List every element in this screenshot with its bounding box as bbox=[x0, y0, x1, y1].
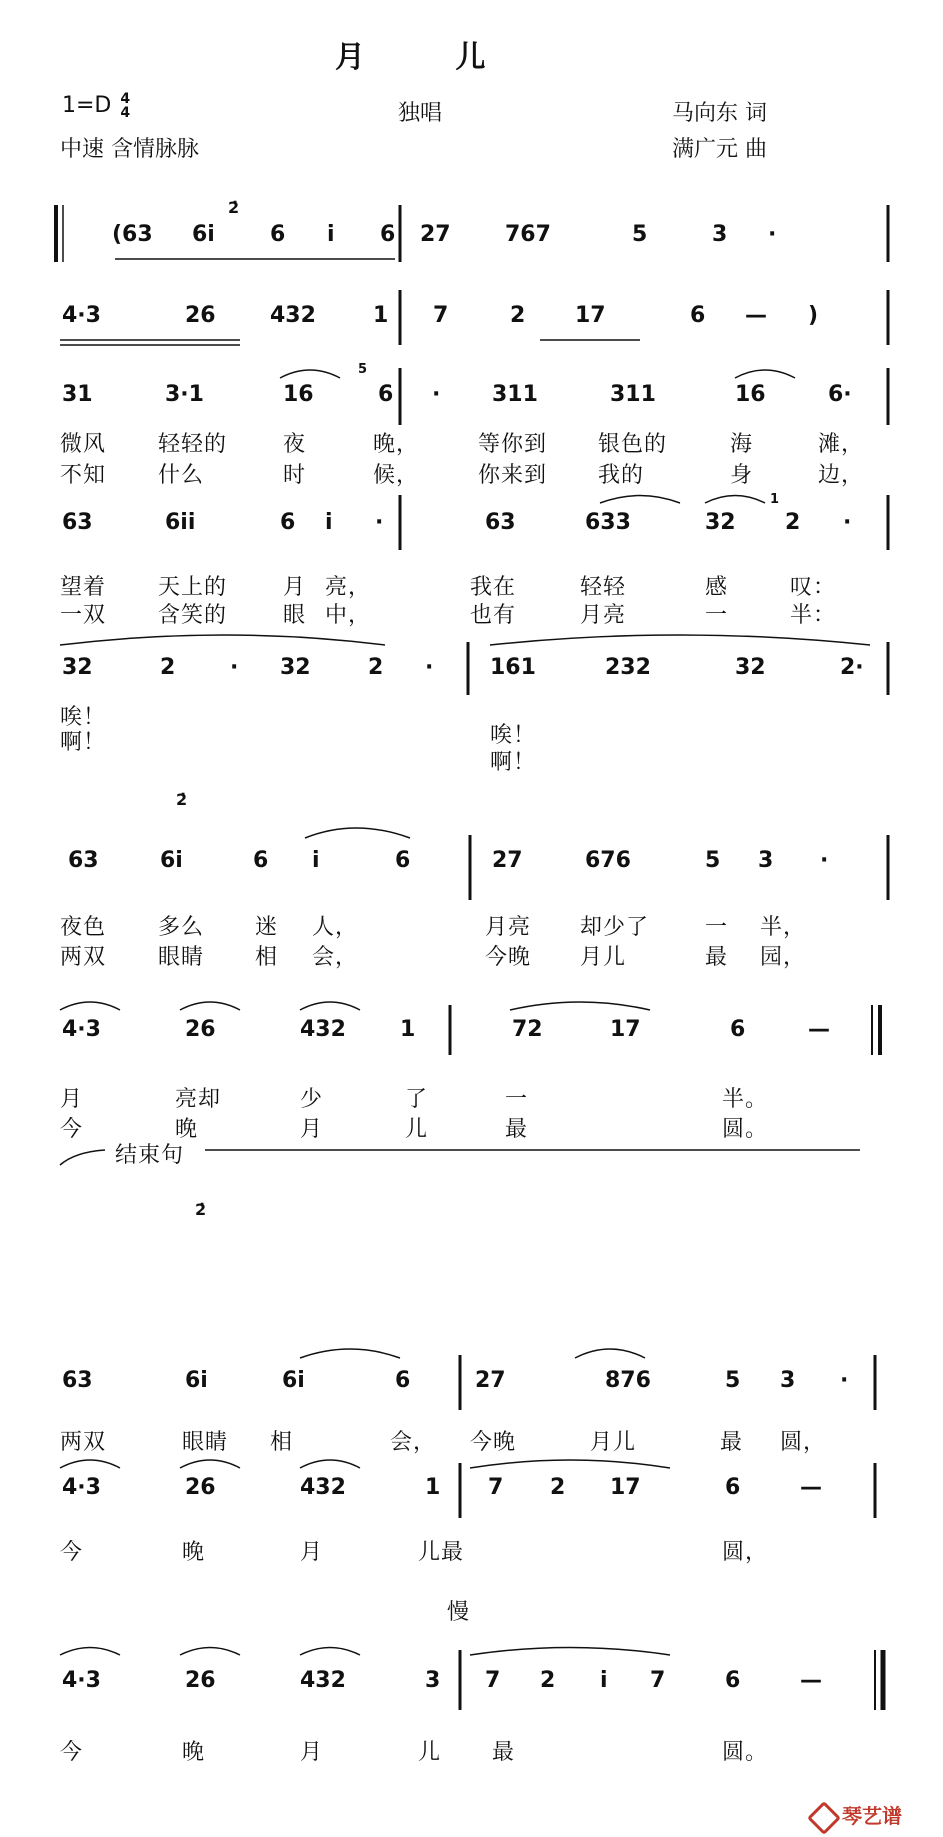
note: 3 bbox=[425, 1668, 441, 1693]
lyric: 半， bbox=[760, 915, 807, 940]
tempo-marking: 中速 含情脉脉 bbox=[60, 137, 199, 162]
note: 7 bbox=[650, 1668, 666, 1693]
lyric: 今晚 bbox=[470, 1430, 517, 1455]
note: 17 bbox=[610, 1475, 641, 1500]
lyric: 最 bbox=[705, 945, 729, 970]
lyric: 轻轻 bbox=[580, 575, 627, 600]
watermark-icon bbox=[807, 1801, 841, 1835]
lyric: 儿 bbox=[418, 1740, 442, 1765]
lyric: 儿 bbox=[405, 1117, 429, 1142]
note: i bbox=[327, 222, 335, 247]
lyric: 两双 bbox=[60, 945, 107, 970]
note: 6 bbox=[270, 222, 286, 247]
note: 876 bbox=[605, 1368, 651, 1393]
note: — bbox=[808, 1017, 830, 1042]
note: 16 bbox=[283, 382, 314, 407]
lyric: 半。 bbox=[722, 1087, 769, 1112]
note: 16 bbox=[735, 382, 766, 407]
lyric: 园， bbox=[760, 945, 807, 970]
lyricist: 马向东 词 bbox=[672, 101, 767, 126]
watermark-text: 琴艺谱 bbox=[842, 1804, 902, 1828]
note: 32 bbox=[705, 510, 736, 535]
note: 676 bbox=[585, 848, 631, 873]
lyric: 眼睛 bbox=[158, 945, 205, 970]
lyric: 夜 bbox=[283, 432, 307, 457]
note: 311 bbox=[610, 382, 656, 407]
note: — bbox=[800, 1668, 822, 1693]
lyric: 月亮 bbox=[485, 915, 532, 940]
lyric: 最 bbox=[505, 1117, 529, 1142]
lyric: 候， bbox=[373, 463, 420, 488]
lyric: 时 bbox=[283, 463, 307, 488]
note: 26 bbox=[185, 1668, 216, 1693]
lyric: 海 bbox=[730, 432, 754, 457]
note: 63 bbox=[485, 510, 516, 535]
note: — bbox=[745, 303, 767, 328]
lyric: 感 bbox=[705, 575, 729, 600]
grace-note: 2̇ bbox=[176, 790, 188, 809]
lyric: 身 bbox=[730, 463, 754, 488]
lyric: 不知 bbox=[60, 463, 107, 488]
song-title: 月 儿 bbox=[335, 40, 526, 75]
tempo-mark: 慢 bbox=[447, 1600, 471, 1625]
note: 7 bbox=[433, 303, 449, 328]
note: 6 bbox=[380, 222, 396, 247]
note: 4·3 bbox=[62, 1017, 101, 1042]
section-label: 结束句 bbox=[115, 1143, 185, 1168]
note: 311 bbox=[492, 382, 538, 407]
note: 32 bbox=[62, 655, 93, 680]
key-text: 1=D bbox=[62, 93, 112, 118]
note: 2 bbox=[510, 303, 526, 328]
note: 432 bbox=[300, 1668, 346, 1693]
lyric: 却少了 bbox=[580, 915, 650, 940]
lyric: 最 bbox=[720, 1430, 744, 1455]
lyric: 月儿 bbox=[580, 945, 627, 970]
lyric: 圆， bbox=[780, 1430, 827, 1455]
lyric: 你来到 bbox=[478, 463, 548, 488]
lyric: 晚 bbox=[182, 1540, 206, 1565]
performance-mode: 独唱 bbox=[398, 101, 443, 126]
note: 72 bbox=[512, 1017, 543, 1042]
note: 3 bbox=[758, 848, 774, 873]
lyric: 今 bbox=[60, 1117, 84, 1142]
lyric: 滩， bbox=[818, 432, 865, 457]
note: 6 bbox=[725, 1475, 741, 1500]
note: 432 bbox=[300, 1475, 346, 1500]
note: 2 bbox=[540, 1668, 556, 1693]
lyric: 一 bbox=[505, 1087, 529, 1112]
note: i bbox=[600, 1668, 608, 1693]
lyric: 微风 bbox=[60, 432, 107, 457]
note: · bbox=[230, 655, 239, 680]
note: 3 bbox=[712, 222, 728, 247]
lyric: 今 bbox=[60, 1740, 84, 1765]
lyric: 轻轻的 bbox=[158, 432, 228, 457]
lyric: 月 bbox=[300, 1540, 324, 1565]
lyric: 唉！ bbox=[490, 723, 537, 748]
note: 26 bbox=[185, 1017, 216, 1042]
note: 6i bbox=[160, 848, 183, 873]
lyric: 月儿 bbox=[590, 1430, 637, 1455]
lyric: 月 bbox=[283, 575, 307, 600]
lyric: 我在 bbox=[470, 575, 517, 600]
lyric: 今 bbox=[60, 1540, 84, 1565]
lyric: 会， bbox=[312, 945, 359, 970]
note: 6 bbox=[280, 510, 296, 535]
lyric: 儿最 bbox=[418, 1540, 465, 1565]
lyric: 圆。 bbox=[722, 1117, 769, 1142]
note: · bbox=[768, 222, 777, 247]
note: 2· bbox=[840, 655, 864, 680]
lyric: 相 bbox=[270, 1430, 294, 1455]
grace-note: 2̇ bbox=[228, 198, 240, 217]
lyric: 圆。 bbox=[722, 1740, 769, 1765]
note: 6 bbox=[253, 848, 269, 873]
time-bottom: 4 bbox=[120, 105, 131, 121]
lyric: 月 bbox=[300, 1740, 324, 1765]
note: 1 bbox=[373, 303, 389, 328]
note: 27 bbox=[492, 848, 523, 873]
grace-note: 1 bbox=[770, 492, 780, 507]
lyric: 圆， bbox=[722, 1540, 769, 1565]
note: ) bbox=[808, 303, 819, 328]
lyric: 也有 bbox=[470, 603, 517, 628]
note: 32 bbox=[280, 655, 311, 680]
note: 633 bbox=[585, 510, 631, 535]
lyric: 了 bbox=[405, 1087, 429, 1112]
note: 6 bbox=[690, 303, 706, 328]
note: 7 bbox=[488, 1475, 504, 1500]
lyric: 晚 bbox=[182, 1740, 206, 1765]
composer: 满广元 曲 bbox=[672, 137, 767, 162]
note: 5 bbox=[705, 848, 721, 873]
lyric: 等你到 bbox=[478, 432, 548, 457]
note: 2 bbox=[368, 655, 384, 680]
note: 5 bbox=[632, 222, 648, 247]
note: 6 bbox=[378, 382, 394, 407]
note: 2 bbox=[550, 1475, 566, 1500]
note: · bbox=[840, 1368, 849, 1393]
lyric: 少 bbox=[300, 1087, 324, 1112]
lyric: 亮却 bbox=[175, 1087, 222, 1112]
note: 4·3 bbox=[62, 1475, 101, 1500]
lyric: 望着 bbox=[60, 575, 107, 600]
lyric: 叹： bbox=[790, 575, 837, 600]
lyric: 夜色 bbox=[60, 915, 107, 940]
lyric: 月 bbox=[300, 1117, 324, 1142]
note: 63 bbox=[62, 510, 93, 535]
note: · bbox=[425, 655, 434, 680]
note: 27 bbox=[420, 222, 451, 247]
note: 161 bbox=[490, 655, 536, 680]
lyric: 亮， bbox=[325, 575, 372, 600]
note: · bbox=[820, 848, 829, 873]
note: 17 bbox=[575, 303, 606, 328]
note: — bbox=[800, 1475, 822, 1500]
note: 26 bbox=[185, 1475, 216, 1500]
lyric: 什么 bbox=[158, 463, 205, 488]
lyric: 一 bbox=[705, 603, 729, 628]
grace-note: 2̇ bbox=[195, 1200, 207, 1219]
note: 6i bbox=[192, 222, 215, 247]
note: 6 bbox=[395, 848, 411, 873]
note: 2 bbox=[785, 510, 801, 535]
note: 2 bbox=[160, 655, 176, 680]
lyric: 眼睛 bbox=[182, 1430, 229, 1455]
note: 27 bbox=[475, 1368, 506, 1393]
note: 31 bbox=[62, 382, 93, 407]
note: 3·1 bbox=[165, 382, 204, 407]
lyric: 唉！ bbox=[60, 705, 107, 730]
note: 7 bbox=[485, 1668, 501, 1693]
note: 432 bbox=[270, 303, 316, 328]
note: 6· bbox=[828, 382, 852, 407]
lyric: 边， bbox=[818, 463, 865, 488]
note: 32 bbox=[735, 655, 766, 680]
note: 63 bbox=[62, 1368, 93, 1393]
note: 6 bbox=[725, 1668, 741, 1693]
note: 63 bbox=[68, 848, 99, 873]
lyric: 含笑的 bbox=[158, 603, 228, 628]
note: · bbox=[432, 382, 441, 407]
note: 767 bbox=[505, 222, 551, 247]
note: 4·3 bbox=[62, 1668, 101, 1693]
lyric: 两双 bbox=[60, 1430, 107, 1455]
lyric: 人， bbox=[312, 915, 359, 940]
watermark bbox=[812, 1800, 902, 1830]
note: · bbox=[843, 510, 852, 535]
note: 6i bbox=[282, 1368, 305, 1393]
note: 432 bbox=[300, 1017, 346, 1042]
lyric: 最 bbox=[492, 1740, 516, 1765]
lyric: 啊！ bbox=[60, 730, 107, 755]
note: 4·3 bbox=[62, 303, 101, 328]
lyric: 月 bbox=[60, 1087, 84, 1112]
note: 3 bbox=[780, 1368, 796, 1393]
note: · bbox=[375, 510, 384, 535]
lyric: 晚 bbox=[175, 1117, 199, 1142]
note: i bbox=[325, 510, 333, 535]
lyric: 一 bbox=[705, 915, 729, 940]
lyric: 银色的 bbox=[598, 432, 668, 457]
grace-note: 5 bbox=[358, 362, 368, 377]
lyric: 会， bbox=[390, 1430, 437, 1455]
lyric: 迷 bbox=[255, 915, 279, 940]
lyric: 中， bbox=[325, 603, 372, 628]
note: 1 bbox=[425, 1475, 441, 1500]
lyric: 多么 bbox=[158, 915, 205, 940]
note: 6i bbox=[185, 1368, 208, 1393]
lyric: 天上的 bbox=[158, 575, 228, 600]
lyric: 我的 bbox=[598, 463, 645, 488]
lyric: 晚， bbox=[373, 432, 420, 457]
note: 17 bbox=[610, 1017, 641, 1042]
note: 6 bbox=[395, 1368, 411, 1393]
note: 26 bbox=[185, 303, 216, 328]
lyric: 啊！ bbox=[490, 750, 537, 775]
lyric: 一双 bbox=[60, 603, 107, 628]
lyric: 月亮 bbox=[580, 603, 627, 628]
note: 5 bbox=[725, 1368, 741, 1393]
lyric: 眼 bbox=[283, 603, 307, 628]
lyric: 今晚 bbox=[485, 945, 532, 970]
lyric: 半： bbox=[790, 603, 837, 628]
note: 6 bbox=[730, 1017, 746, 1042]
lyric: 相 bbox=[255, 945, 279, 970]
note: 6ii bbox=[165, 510, 196, 535]
time-top: 4 bbox=[120, 91, 131, 107]
note: (63 bbox=[112, 222, 153, 247]
note: 1 bbox=[400, 1017, 416, 1042]
note: i bbox=[312, 848, 320, 873]
note: 232 bbox=[605, 655, 651, 680]
